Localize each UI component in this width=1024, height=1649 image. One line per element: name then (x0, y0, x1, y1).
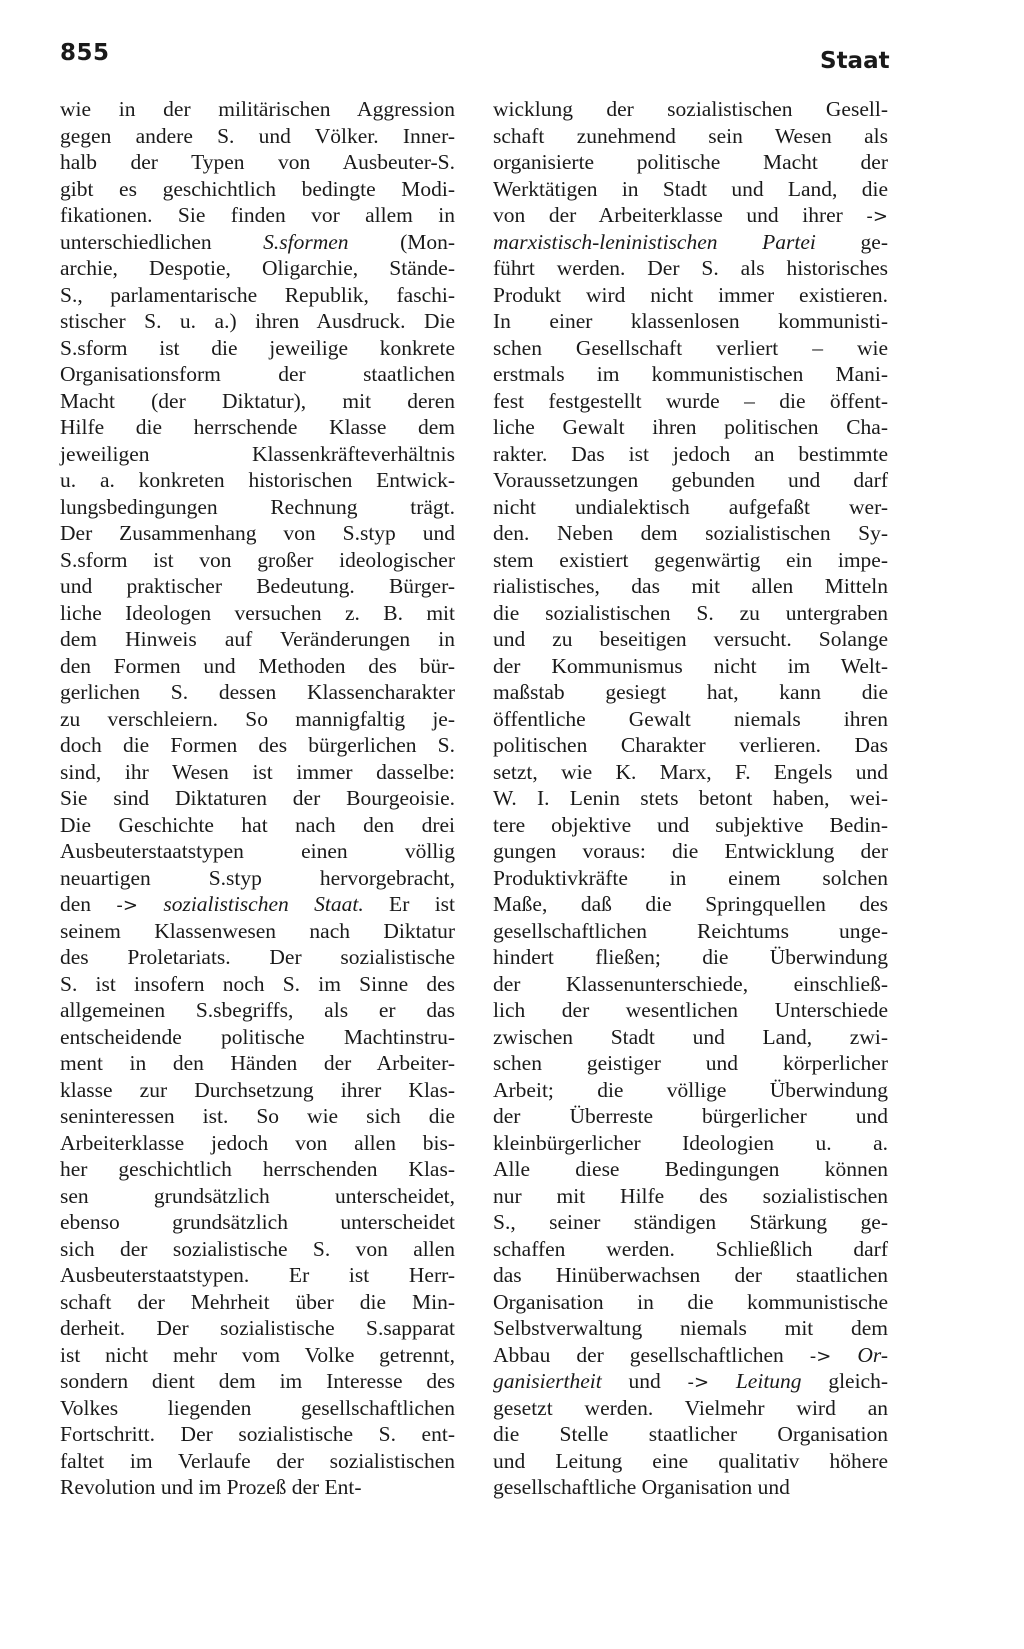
text-segment: S., parlamentarische Republik, faschi- (60, 282, 455, 307)
text-line (493, 997, 888, 1024)
text-segment: fikationen. Sie finden vor allem in (60, 203, 455, 227)
text-line (493, 785, 888, 812)
text-segment: Maße, daß die Springquellen des (493, 892, 888, 916)
text-line (493, 149, 888, 176)
text-segment: S.sform ist von großer ideologischer (60, 547, 455, 572)
text-line (60, 1262, 455, 1289)
text-segment: Produkt wird nicht immer existieren. (493, 282, 888, 307)
text-segment: tere objektive und subjektive Bedin- (493, 812, 888, 837)
cross-reference-term: ganisiertheit (493, 1369, 602, 1393)
text-segment: sich der sozialistische S. von allen (60, 1236, 455, 1261)
text-line (60, 759, 455, 786)
text-segment: den. Neben dem sozialistischen Sy- (493, 521, 888, 545)
text-line (493, 1368, 888, 1395)
text-line (60, 1448, 455, 1475)
text-line (493, 865, 888, 892)
text-line (493, 123, 888, 150)
text-segment: faltet im Verlaufe der sozialistischen (60, 1448, 455, 1473)
text-segment: und (601, 1369, 688, 1393)
text-segment: Organisation in die kommunistische (493, 1289, 888, 1314)
text-segment: gibt es geschichtlich bedingte Modi- (60, 176, 455, 201)
text-segment: der Überreste bürgerlicher und (493, 1104, 888, 1128)
text-segment: Voraussetzungen gebunden und darf (493, 468, 888, 492)
text-segment: sondern dient dem im Interesse des (60, 1369, 455, 1393)
text-line (60, 971, 455, 998)
text-segment: fest festgestellt wurde – die öffent- (493, 388, 888, 413)
text-line (493, 176, 888, 203)
text-segment: Organisationsform der staatlichen (60, 362, 455, 386)
text-segment: S., seiner ständigen Stärkung ge- (493, 1210, 888, 1234)
text-segment: gleich- (801, 1369, 889, 1393)
text-segment: des Proletariats. Der sozialistische (60, 945, 455, 969)
text-line (493, 282, 888, 309)
text-line (60, 653, 455, 680)
text-segment: zwischen Stadt und Land, zwi- (493, 1024, 888, 1049)
text-line (60, 785, 455, 812)
text-line (60, 1103, 455, 1130)
text-line (60, 229, 455, 256)
text-segment: S. ist insofern noch S. im Sinne des (60, 971, 455, 996)
text-segment: Fortschritt. Der sozialistische S. ent- (60, 1422, 455, 1446)
text-line (60, 1368, 455, 1395)
text-line (493, 1236, 888, 1263)
text-segment: sen grundsätzlich unterscheidet, (60, 1183, 455, 1208)
text-column-right (493, 96, 888, 1501)
text-segment: jeweiligen Klassenkräfteverhältnis (60, 441, 455, 466)
text-line (60, 414, 455, 441)
text-segment: die Stelle staatlicher Organisation (493, 1422, 888, 1446)
text-line (493, 1050, 888, 1077)
text-line (60, 282, 455, 309)
text-line (60, 494, 455, 521)
text-line (493, 573, 888, 600)
text-line (493, 600, 888, 627)
text-line (493, 494, 888, 521)
text-line (493, 653, 888, 680)
text-line (60, 335, 455, 362)
text-segment: ist nicht mehr vom Volke getrennt, (60, 1342, 455, 1367)
text-line (60, 1236, 455, 1263)
text-segment: rialistisches, das mit allen Mitteln (493, 574, 888, 598)
text-line (60, 520, 455, 547)
text-segment: halb der Typen von Ausbeuter-S. (60, 150, 455, 174)
text-line (493, 1103, 888, 1130)
text-line (493, 626, 888, 653)
text-segment: wicklung der sozialistischen Gesell- (493, 97, 888, 121)
text-line (493, 944, 888, 971)
text-line (60, 1209, 455, 1236)
text-segment: W. I. Lenin stets betont haben, wei- (493, 786, 888, 810)
text-segment: erstmals im kommunistischen Mani- (493, 362, 888, 386)
text-line (493, 1315, 888, 1342)
text-segment: kleinbürgerlicher Ideologien u. a. (493, 1130, 888, 1155)
text-segment: nicht undialektisch aufgefaßt wer- (493, 494, 888, 519)
cross-reference-term: S.sformen (263, 229, 349, 254)
text-segment: doch die Formen des bürgerlichen S. (60, 733, 455, 757)
text-segment: schaft der Mehrheit über die Min- (60, 1289, 455, 1314)
text-segment: Hilfe die herrschende Klasse dem (60, 415, 455, 439)
text-line (60, 997, 455, 1024)
text-line (60, 1395, 455, 1422)
text-segment: liche Gewalt ihren politischen Cha- (493, 415, 888, 439)
text-line (60, 1342, 455, 1369)
text-line (493, 229, 888, 256)
text-line (493, 520, 888, 547)
text-line (493, 388, 888, 415)
page-number: 855 (60, 40, 110, 66)
text-segment: Werktätigen in Stadt und Land, die (493, 176, 888, 201)
text-line (493, 1156, 888, 1183)
text-line (60, 1183, 455, 1210)
text-line (60, 361, 455, 388)
text-line (493, 441, 888, 468)
text-line (60, 96, 455, 123)
text-segment: stischer S. u. a.) ihren Ausdruck. Die (60, 309, 455, 333)
text-segment: Volkes liegenden gesellschaftlichen (60, 1395, 455, 1420)
cross-reference-arrow-icon: -> (116, 895, 138, 916)
text-line (60, 123, 455, 150)
text-segment: lungsbedingungen Rechnung trägt. (60, 494, 455, 519)
text-line (60, 1024, 455, 1051)
text-line (60, 732, 455, 759)
text-line (60, 865, 455, 892)
text-segment: die sozialistischen S. zu untergraben (493, 600, 888, 625)
cross-reference-term: sozialistischen Staat. (163, 892, 364, 916)
text-segment: liche Ideologen versuchen z. B. mit (60, 600, 455, 625)
text-segment: ebenso grundsätzlich unterscheidet (60, 1210, 455, 1234)
text-line (60, 255, 455, 282)
text-line (493, 1448, 888, 1475)
text-segment: (Mon- (348, 229, 456, 254)
text-line (493, 1289, 888, 1316)
text-segment: S.sform ist die jeweilige konkrete (60, 335, 455, 360)
text-segment: schen Gesellschaft verliert – wie (493, 335, 888, 360)
text-line (493, 918, 888, 945)
text-line (60, 918, 455, 945)
text-line (60, 1474, 455, 1501)
text-segment: allgemeinen S.sbegriffs, als er das (60, 998, 455, 1022)
text-segment: öffentliche Gewalt niemals ihren (493, 706, 888, 731)
cross-reference-arrow-icon: -> (809, 1345, 832, 1367)
text-line (493, 1474, 888, 1501)
text-line (493, 1395, 888, 1422)
text-segment: gungen voraus: die Entwicklung der (493, 839, 888, 863)
text-line (60, 467, 455, 494)
text-line (60, 706, 455, 733)
text-segment: ment in den Händen der Arbeiter- (60, 1051, 455, 1075)
text-segment: der Klassenunterschiede, einschließ- (493, 971, 888, 996)
cross-reference-term: Or- (857, 1342, 888, 1367)
text-segment: Selbstverwaltung niemals mit dem (493, 1316, 888, 1340)
text-segment: Abbau der gesellschaftlichen (493, 1342, 810, 1367)
text-segment: ge- (815, 229, 888, 254)
text-segment: u. a. konkreten historischen Entwick- (60, 468, 455, 492)
text-line (493, 812, 888, 839)
text-line (60, 441, 455, 468)
text-segment: und praktischer Bedeutung. Bürger- (60, 574, 455, 598)
text-segment: nur mit Hilfe des sozialistischen (493, 1183, 888, 1208)
text-segment: Ausbeuterstaatstypen einen völlig (60, 839, 455, 863)
text-segment (831, 1343, 857, 1367)
text-segment: von der Arbeiterklasse und ihrer (493, 203, 867, 227)
text-segment: schaffen werden. Schließlich darf (493, 1236, 888, 1261)
text-segment: Alle diese Bedingungen können (493, 1157, 888, 1181)
text-segment: Er ist (363, 892, 456, 916)
text-line (493, 732, 888, 759)
text-segment: gesetzt werden. Vielmehr wird an (493, 1395, 888, 1420)
text-segment: Macht (der Diktatur), mit deren (60, 388, 455, 413)
text-segment: klasse zur Durchsetzung ihrer Klas- (60, 1077, 455, 1102)
text-line (60, 308, 455, 335)
text-segment: politischen Charakter verlieren. Das (493, 733, 888, 757)
text-segment: rakter. Das ist jedoch an bestimmte (493, 441, 888, 466)
text-line (493, 971, 888, 998)
text-line (493, 706, 888, 733)
text-segment: unterschiedlichen (60, 229, 264, 254)
text-segment: entscheidende politische Machtinstru- (60, 1024, 455, 1049)
cross-reference-term: Leitung (735, 1369, 802, 1393)
text-segment: In einer klassenlosen kommunisti- (493, 309, 888, 333)
text-segment: seinem Klassenwesen nach Diktatur (60, 918, 455, 943)
text-line (60, 1077, 455, 1104)
text-line (493, 1421, 888, 1448)
text-segment (138, 892, 163, 916)
text-line (493, 838, 888, 865)
text-line (60, 1421, 455, 1448)
text-segment: Der Zusammenhang von S.styp und (60, 521, 455, 545)
text-segment: her geschichtlich herrschenden Klas- (60, 1157, 455, 1181)
text-line (493, 96, 888, 123)
text-segment: gesellschaftlichen Reichtums unge- (493, 918, 888, 943)
text-line (60, 891, 455, 918)
text-segment: das Hinüberwachsen der staatlichen (493, 1263, 888, 1287)
text-segment: Arbeit; die völlige Überwindung (493, 1077, 888, 1102)
text-segment: stem existiert gegenwärtig ein impe- (493, 547, 888, 572)
text-line (493, 467, 888, 494)
text-segment: der Kommunismus nicht im Welt- (493, 653, 888, 678)
text-segment: dem Hinweis auf Veränderungen in (60, 627, 455, 651)
text-segment (709, 1369, 736, 1393)
text-line (493, 1342, 888, 1369)
text-line (493, 1262, 888, 1289)
text-line (60, 600, 455, 627)
text-line (493, 1130, 888, 1157)
text-segment: führt werden. Der S. als historisches (493, 256, 888, 280)
text-line (60, 838, 455, 865)
text-line (493, 414, 888, 441)
text-segment: archie, Despotie, Oligarchie, Stände- (60, 256, 455, 280)
cross-reference-arrow-icon: -> (687, 1372, 710, 1393)
text-segment: setzt, wie K. Marx, F. Engels und (493, 759, 888, 784)
text-line (60, 626, 455, 653)
text-line (493, 891, 888, 918)
text-line (493, 759, 888, 786)
text-line (60, 176, 455, 203)
text-line (493, 308, 888, 335)
running-head: Staat (820, 48, 890, 74)
text-segment: schen geistiger und körperlicher (493, 1051, 888, 1075)
text-segment: organisierte politische Macht der (493, 150, 888, 174)
text-segment: Sie sind Diktaturen der Bourgeoisie. (60, 786, 455, 810)
text-segment: gesellschaftliche Organisation und (493, 1475, 790, 1499)
text-segment: Die Geschichte hat nach den drei (60, 812, 455, 837)
text-column-left (60, 96, 455, 1501)
text-segment: maßstab gesiegt hat, kann die (493, 680, 888, 704)
text-segment: Revolution und im Prozeß der Ent- (60, 1475, 362, 1499)
text-line (493, 255, 888, 282)
text-segment: gerlichen S. dessen Klassencharakter (60, 680, 455, 704)
text-line (493, 1077, 888, 1104)
text-line (60, 149, 455, 176)
text-segment: Ausbeuterstaatstypen. Er ist Herr- (60, 1263, 455, 1287)
text-segment: schaft zunehmend sein Wesen als (493, 123, 888, 148)
text-segment: den Formen und Methoden des bür- (60, 653, 455, 678)
cross-reference-term: marxistisch-leninistischen Partei (493, 229, 816, 254)
text-line (60, 1050, 455, 1077)
text-segment: hindert fließen; die Überwindung (493, 945, 888, 969)
text-segment: und zu beseitigen versucht. Solange (493, 627, 888, 651)
text-segment: derheit. Der sozialistische S.sapparat (60, 1316, 455, 1340)
text-segment: zu verschleiern. So mannigfaltig je- (60, 706, 455, 731)
text-line (60, 573, 455, 600)
text-segment: lich der wesentlichen Unterschiede (493, 998, 888, 1022)
text-line (60, 812, 455, 839)
text-segment: und Leitung eine qualitativ höhere (493, 1448, 888, 1473)
text-line (60, 944, 455, 971)
text-line (493, 547, 888, 574)
text-line (493, 1183, 888, 1210)
text-segment: Produktivkräfte in einem solchen (493, 865, 888, 890)
text-line (493, 679, 888, 706)
text-segment: den (60, 892, 117, 916)
text-line (493, 361, 888, 388)
text-segment: sind, ihr Wesen ist immer dasselbe: (60, 759, 455, 784)
text-line (60, 679, 455, 706)
text-line (60, 1289, 455, 1316)
text-segment: wie in der militärischen Aggression (60, 97, 455, 121)
text-line (60, 1156, 455, 1183)
text-segment: seninteressen ist. So wie sich die (60, 1104, 455, 1128)
text-line (493, 1024, 888, 1051)
text-line (493, 1209, 888, 1236)
text-line (60, 1315, 455, 1342)
text-segment: neuartigen S.styp hervorgebracht, (60, 865, 455, 890)
cross-reference-arrow-icon: -> (866, 206, 888, 227)
text-line (493, 335, 888, 362)
text-line (60, 202, 455, 229)
text-segment: Arbeiterklasse jedoch von allen bis- (60, 1130, 455, 1155)
text-line (60, 1130, 455, 1157)
text-line (493, 202, 888, 229)
text-segment: gegen andere S. und Völker. Inner- (60, 123, 455, 148)
text-line (60, 388, 455, 415)
text-line (60, 547, 455, 574)
